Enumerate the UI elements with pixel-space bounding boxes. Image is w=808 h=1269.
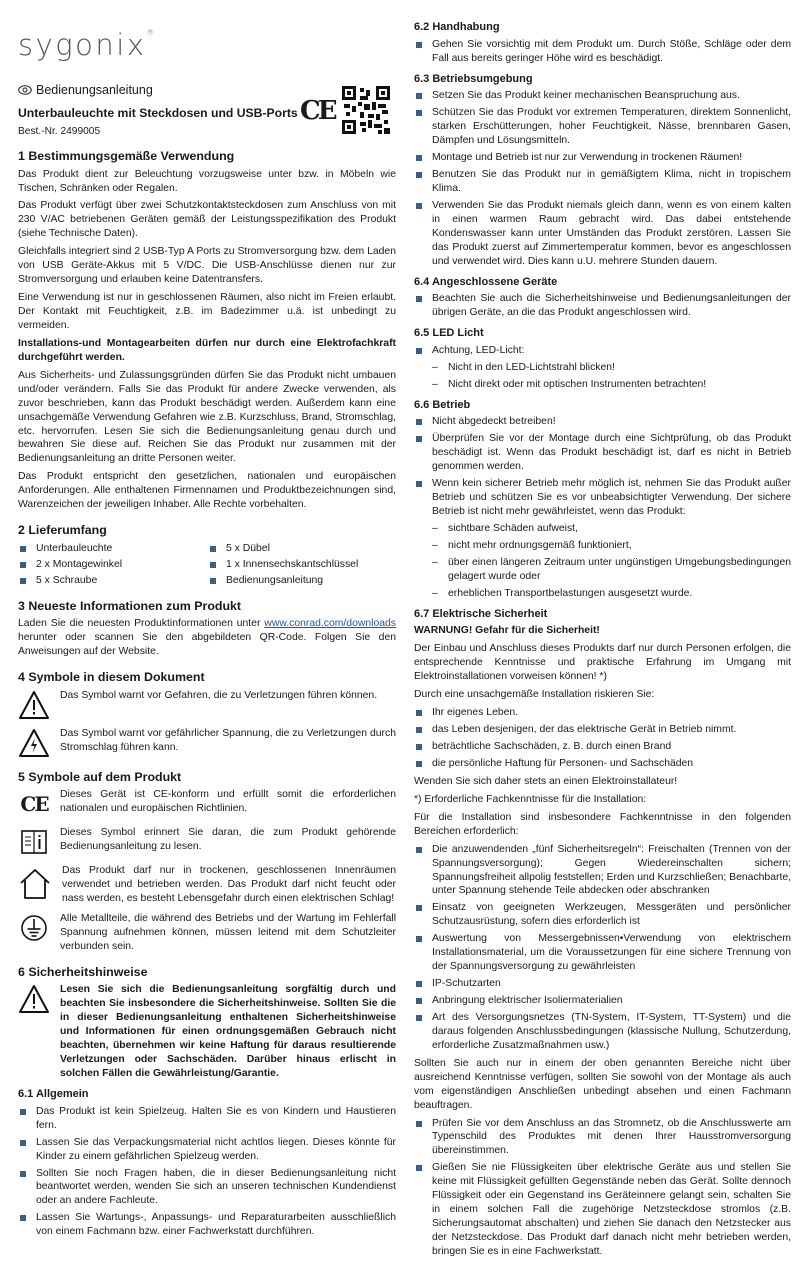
list-item: – Nicht direkt oder mit optischen Instrumenten betrachten!: [432, 378, 791, 392]
ce-mark: CE: [300, 96, 335, 126]
list-item: – erheblichen Transportbelastungen ausgesetzt wurde.: [432, 587, 791, 601]
list-item: Lassen Sie das Verpackungsmaterial nicht achtlos liegen. Dieses könnte für Kinder zu einem gefährlichen Spielzeug werden.: [18, 1136, 396, 1164]
brand-logo: sygonix®: [18, 28, 155, 62]
read-manual-icon: [18, 826, 50, 858]
product-title: Unterbauleuchte mit Steckdosen und USB-Ports: [18, 105, 298, 120]
list-item: Einsatz von geeigneten Werkzeugen, Messgeräten und persönlicher Schutzausrüstung, sofern dies erforderlich ist: [414, 901, 791, 929]
list-item: Art des Versorgungsnetzes (TN-System, IT-System, TT-System) und die daraus folgenden Anschlussbedingungen (klassische Nullung, Schutzerdung, erforderliche Zusatzmaßnahmen usw.): [414, 1011, 791, 1053]
delivery-list: [18, 542, 396, 588]
qr-code: [342, 86, 390, 134]
section-electrical-safety: 6.7 Elektrische Sicherheit WARNUNG! Gefahr für die Sicherheit! Der Einbau und Anschluss dieses Produkts darf nur durch Personen erfolgen, die entsprechende Kenntnisse und praktische Erfahrung im Umgang mit Elektroinstallationen vorweisen können! *) Durch eine unsachgemäße Installation riskieren Sie: Ihr eigenes Leben. das Leben desjenigen, der das elektrische Gerät in Betrieb nimmt. beträchtliche Sachschäden, z. B. durch einen Brand die persönliche Haftung für Personen- und Sachschäden Wenden Sie sich daher stets an einen Elektroinstallateur! *) Erforderliche Fachkenntnisse für die Installation: Für die Installation sind insbesondere Fachkenntnisse in den folgenden Bereichen erforderlich: Die anzuwendenden „fünf Sicherheitsregeln“: Freischalten (Trennen von der Spannungsversorgung); Gegen Wiedereinschalten sichern; Spannungsfreiheit allpolig feststellen; Erden und Kurzschließen; Benachbarte, unter Spannung stehende Teile abdecken oder abschranken Einsatz von geeigneten Werkzeugen, Messgeräten und persönlicher Schutzausrüstung, sofern dies erforderlich ist Auswertung von Messergebnissen•Verwendung von elektrischem Installationsmaterial, um die Voraussetzungen für eine sichere Trennung von der Spannungsversorgung zu gewährleisten IP-Schutzarten Anbringung elektrischer Isoliermaterialien Art des Versorgungsnetzes (TN-System, IT-System, TT-System) und die daraus folgenden Anschlussbedingungen (klassische Nullung, Schutzerdung, erforderliche Zusatzmaßnahmen usw.) Sollten Sie auch nur in einem der oben genannten Bereiche nicht über ausreichend Kenntnisse verfügen, sollten Sie sowohl von der Montage als auch vom eigenständigen Anschließen unbedingt absehen und einen Fachmann beauftragen. Prüfen Sie vor dem Anschluss an das Stromnetz, ob die Anschlusswerte am Typenschild des Produktes mit denen Ihrer Hausstromversorgung übereinstimmen. Gießen Sie nie Flüssigkeiten über elektrische Geräte aus und stellen Sie keine mit Flüssigkeit gefüllten Gegenstände neben das Gerät. Sollte dennoch Flüssigkeit oder ein Gegenstand ins Geräteinnere gelangt sein, schalten Sie in einem solchen Fall die zugehörige Netzsteckdose stromlos (z.B. Sicherungsautomat abschalten) und ziehen Sie danach den Netzstecker aus der Netzsteckdose. Das Produkt darf danach nicht mehr betrieben werden, bringen Sie es in eine Fachwerkstatt.: [414, 607, 791, 1257]
indoor-use-icon: [18, 864, 52, 904]
list-item: Anbringung elektrischer Isoliermaterialien: [414, 994, 791, 1008]
warning-text: WARNUNG! Gefahr für die Sicherheit!: [414, 625, 600, 637]
section-heading: 4 Symbole in diesem Dokument: [18, 670, 205, 685]
ce-icon: CE: [20, 791, 48, 816]
list-item: die persönliche Haftung für Personen- und Sachschäden: [414, 757, 791, 771]
list-item: Das Produkt ist kein Spielzeug. Halten Sie es von Kindern und Haustieren fern.: [18, 1105, 396, 1133]
section-environment: [414, 72, 791, 269]
list-item: – sichtbare Schäden aufweist,: [432, 522, 791, 536]
list-item: Setzen Sie das Produkt keiner mechanischen Beanspruchung aus.: [414, 89, 791, 103]
manual-header: [18, 82, 298, 139]
eye-icon: [18, 85, 32, 95]
section-product-symbols: 5 Symbole auf dem Produkt CE Dieses Gerät ist CE-konform und erfüllt somit die erforderlichen nationalen und europäischen Richtlinien. Dieses Symbol erinnert Sie daran, die zum Produkt gehörende Bedienungsanleitung zu lesen. Das Produkt darf nur in trockenen, geschlossenen Innenräumen verwendet und betrieben werden. Das Produkt darf nicht feucht oder nass werden, es besteht Lebensgefahr durch einen elektrischen Schlag! Alle Metallteile, die während des Betriebs und der Wartung im Fehlerfall Spannung aufnehmen können, müssen leitend mit dem Schutzleiter verbunden sein.: [18, 769, 396, 952]
list-item: IP-Schutzarten: [414, 977, 791, 991]
list-item: – nicht mehr ordnungsgemäß funktioniert,: [432, 539, 791, 553]
list-item: Auswertung von Messergebnissen•Verwendung von elektrischem Installationsmaterial, um die Voraussetzungen für eine sichere Trennung von der Spannungsversorgung zu gewährleisten: [414, 932, 791, 974]
section-general: [18, 1087, 396, 1239]
list-item: Gehen Sie vorsichtig mit dem Produkt um. Durch Stöße, Schläge oder dem Fall aus bereits geringer Höhe wird es beschädigt.: [414, 38, 791, 66]
section-latest-info: 3 Neueste Informationen zum Produkt Laden Sie die neuesten Produktinformationen unter www.conrad.com/downloads herunter oder scannen Sie den abgebildeten QR-Code. Folgen Sie den Anweisungen auf der Website.: [18, 598, 396, 658]
section-operation: [414, 398, 791, 601]
list-item: Bedienungsanleitung: [208, 574, 388, 588]
list-item: das Leben desjenigen, der das elektrische Gerät in Betrieb nimmt.: [414, 723, 791, 737]
section-heading: 6.2 Handhabung: [414, 21, 500, 33]
section-connected-devices: [414, 275, 791, 321]
list-item: Die anzuwendenden „fünf Sicherheitsregeln“: Freischalten (Trennen von der Spannungsversorgung); Gegen Wiedereinschalten sichern; Spannungsfreiheit allpolig feststellen; Erden und Kurzschließen; Benachbarte, unter Spannung stehende Teile abdecken oder abschranken: [414, 843, 791, 899]
downloads-link[interactable]: www.conrad.com/downloads: [264, 618, 396, 630]
list-item: Benutzen Sie das Produkt nur in gemäßigtem Klima, nicht in tropischem Klima.: [414, 168, 791, 196]
section-safety: 6 Sicherheitshinweise Lesen Sie sich die Bedienungsanleitung sorgfältig durch und beachten Sie insbesondere die Sicherheitshinweise. Sollten Sie die in dieser Bedienungsanleitung enthaltenen Sicherheitshinweise und Informationen für einen ordnungsgemäßen Gebrauch nicht beachten, übernehmen wir keine Haftung für daraus resultierende Verletzungen oder Sachschäden. Darüber hinaus erlischt in solchen Fällen die Gewährleistung/Garantie.: [18, 964, 396, 1080]
list-item: 5 x Dübel: [208, 542, 388, 556]
article-number: Best.-Nr. 2499005: [18, 126, 101, 138]
list-item: 5 x Schraube: [18, 574, 208, 588]
section-heading: 6.6 Betrieb: [414, 398, 471, 411]
section-heading: 6 Sicherheitshinweise: [18, 964, 148, 979]
list-item: beträchtliche Sachschäden, z. B. durch einen Brand: [414, 740, 791, 754]
list-item: Nicht abgedeckt betreiben!: [414, 415, 791, 429]
section-scope-of-delivery: [18, 522, 396, 587]
section-heading: 2 Lieferumfang: [18, 523, 107, 538]
section-heading: 6.5 LED Licht: [414, 327, 484, 340]
section-led-light: [414, 326, 791, 392]
section-heading: 6.7 Elektrische Sicherheit: [414, 607, 548, 620]
section-heading: 6.3 Betriebsumgebung: [414, 72, 533, 85]
list-item: 2 x Montagewinkel: [18, 558, 208, 572]
list-item: Prüfen Sie vor dem Anschluss an das Stromnetz, ob die Anschlusswerte am Typenschild des Produktes mit denen Ihrer Hausstromversorgung übereinstimmen.: [414, 1117, 791, 1159]
warning-triangle-icon: [18, 689, 50, 721]
section-heading: 6.4 Angeschlossene Geräte: [414, 275, 558, 288]
list-item: Gießen Sie nie Flüssigkeiten über elektrische Geräte aus und stellen Sie keine mit Flüssigkeit gefüllten Gegenstände neben das Gerät. Sollte dennoch Flüssigkeit oder ein Gegenstand ins Geräteinnere gelangt sein, schalten Sie in einem solchen Fall die zugehörige Netzsteckdose stromlos (z.B. Sicherungsautomat abschalten) und ziehen Sie danach den Netzstecker aus der Netzsteckdose. Das Produkt darf danach nicht mehr betrieben werden, bringen Sie es in eine Fachwerkstatt.: [414, 1161, 791, 1259]
list-item: Schützen Sie das Produkt vor extremen Temperaturen, direktem Sonnenlicht, starken Erschütterungen, hoher Feuchtigkeit, Nässe, brennbaren Gasen, Dämpfen und Lösungsmitteln.: [414, 106, 791, 148]
protective-earth-icon: [18, 912, 50, 944]
list-item: Ihr eigenes Leben.: [414, 706, 791, 720]
warning-triangle-icon: [18, 983, 50, 1015]
section-handling: [414, 20, 791, 66]
list-item: Verwenden Sie das Produkt niemals gleich dann, wenn es von einem kalten in einen warmen Raum gebracht wird. Das dabei entstehende Kondenswasser kann unter Umständen das Produkt zerstören. Lassen Sie das Produkt zuerst auf Zimmertemperatur kommen, bevor es angeschlossen und verwendet wird. Dies kann u.U. mehrere Stunden dauern.: [414, 199, 791, 269]
list-item: – über einen längeren Zeitraum unter ungünstigen Umgebungsbedingungen gelagert wurde oder: [432, 556, 791, 584]
list-item: 1 x Innensechskantschlüssel: [208, 558, 388, 572]
list-item: Wenn kein sicherer Betrieb mehr möglich ist, nehmen Sie das Produkt außer Betrieb und schützen Sie es vor unbeabsichtigter Verwendung. Der sichere Betrieb ist nicht mehr gewährleistet, wenn das Produkt:: [414, 477, 791, 519]
list-item: Beachten Sie auch die Sicherheitshinweise und Bedienungsanleitungen der übrigen Geräte, an die das Produkt angeschlossen wird.: [414, 292, 791, 320]
section-intended-use: 1 Bestimmungsgemäße Verwendung Das Produkt dient zur Beleuchtung vorzugsweise unter bzw. in Möbeln wie Tischen, Schränken oder Regalen. Das Produkt verfügt über zwei Schutzkontaktsteckdosen zum Anschluss von mit 230 V/AC betriebenen Geräten gemäß der Leistungsspezifikation des Produkt (siehe Technische Daten). Gleichfalls integriert sind 2 USB-Typ A Ports zu Stromversorgung bzw. dem Laden von USB Geräte-Akkus mit 5 V/DC. Die USB-Anschlüsse dienen nur zur Stromversorgung und erlauben keine Datentransfers. Eine Verwendung ist nur in geschlossenen Räumen, also nicht im Freien erlaubt. Der Kontakt mit Feuchtigkeit, z.B. im Badezimmer u.ä. ist unbedingt zu vermeiden. Installations-und Montagearbeiten dürfen nur durch eine Elektrofachkraft durchgeführt werden. Aus Sicherheits- und Zulassungsgründen dürfen Sie das Produkt nicht umbauen und/oder verändern. Falls Sie das Produkt für andere Zwecke verwenden, als zuvor beschrieben, kann das Produkt beschädigt werden. Außerdem kann eine unsachgemäße Verwendung Gefahren wie z.B. Kurzschluss, Brand, Stromschlag, etc. hervorrufen. Lesen Sie sich die Bedienungsanleitung genau durch und bewahren Sie diese auf. Reichen Sie das Produkt nur zusammen mit der Bedienungsanleitung an dritte Personen weiter. Das Produkt entspricht den gesetzlichen, nationalen und europäischen Anforderungen. Alle enthaltenen Firmennamen und Produktbezeichnungen sind, Warenzeichen der jeweiligen Inhaber. Alle Rechte vorbehalten.: [18, 149, 396, 511]
list-item: – Nicht in den LED-Lichtstrahl blicken!: [432, 361, 791, 375]
list-item: Achtung, LED-Licht:: [414, 344, 791, 358]
high-voltage-icon: [18, 727, 50, 759]
section-heading: 5 Symbole auf dem Produkt: [18, 769, 182, 784]
left-column: [18, 148, 396, 1249]
section-document-symbols: 4 Symbole in diesem Dokument Das Symbol warnt vor Gefahren, die zu Verletzungen führen können. Das Symbol warnt vor gefährlicher Spannung, die zu Verletzungen durch Stromschlag führen kann.: [18, 669, 396, 759]
section-heading: 6.1 Allgemein: [18, 1088, 89, 1101]
list-item: Sollten Sie noch Fragen haben, die in dieser Bedienungsanleitung nicht beantwortet werden, wenden Sie sich an unseren technischen Kundendienst oder an andere Fachleute.: [18, 1167, 396, 1209]
right-column: [414, 20, 791, 1269]
list-item: Lassen Sie Wartungs-, Anpassungs- und Reparaturarbeiten ausschließlich von einem Fachmann bzw. einer Fachwerkstatt durchführen.: [18, 1211, 396, 1239]
section-heading: 3 Neueste Informationen zum Produkt: [18, 598, 242, 613]
manual-label: Bedienungsanleitung: [18, 82, 298, 99]
list-item: Montage und Betrieb ist nur zur Verwendung in trockenen Räumen!: [414, 151, 791, 165]
list-item: Überprüfen Sie vor der Montage durch eine Sichtprüfung, ob das Produkt beschädigt ist. Wenn das Produkt beschädigt ist, darf es nicht in Betrieb genommen werden.: [414, 432, 791, 474]
section-heading: 1 Bestimmungsgemäße Verwendung: [18, 149, 235, 163]
list-item: Unterbauleuchte: [18, 542, 208, 556]
